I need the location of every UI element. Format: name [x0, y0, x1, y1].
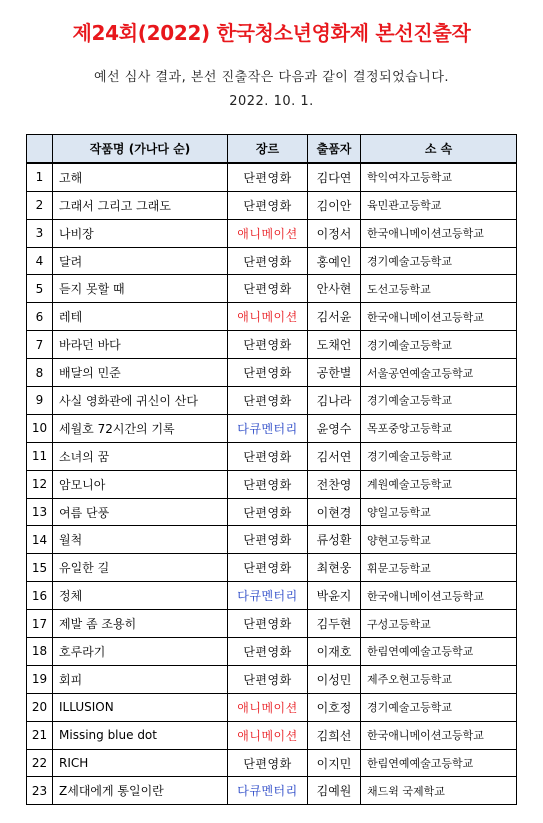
- table-row: [27, 498, 517, 526]
- row-school: 경기예술고등학교: [361, 331, 517, 359]
- row-number: 21: [27, 721, 53, 749]
- table-row: [27, 359, 517, 387]
- table-row: [27, 693, 517, 721]
- row-title: 제발 좀 조용히: [53, 610, 228, 638]
- row-author: 김희선: [308, 721, 361, 749]
- row-genre: 단편영화: [228, 665, 308, 693]
- row-genre: 애니메이션: [228, 721, 308, 749]
- table-row: [27, 554, 517, 582]
- row-number: 19: [27, 665, 53, 693]
- row-genre: 단편영화: [228, 331, 308, 359]
- row-school: 경기예술고등학교: [361, 693, 517, 721]
- row-genre: 단편영화: [228, 275, 308, 303]
- finalists-table: [26, 134, 517, 805]
- row-number: 8: [27, 359, 53, 387]
- row-title: 암모니아: [53, 470, 228, 498]
- row-school: 서울공연예술고등학교: [361, 359, 517, 387]
- row-author: 김서윤: [308, 303, 361, 331]
- row-number: 9: [27, 387, 53, 415]
- row-school: 채드윅 국제학교: [361, 777, 517, 805]
- row-number: 2: [27, 191, 53, 219]
- row-genre: 단편영화: [228, 610, 308, 638]
- row-title: 그래서 그리고 그래도: [53, 191, 228, 219]
- row-number: 20: [27, 693, 53, 721]
- row-title: 나비장: [53, 219, 228, 247]
- table-row: [27, 414, 517, 442]
- row-genre: 단편영화: [228, 498, 308, 526]
- row-author: 이호정: [308, 693, 361, 721]
- table-row: [27, 526, 517, 554]
- row-school: 한림연예예술고등학교: [361, 638, 517, 666]
- row-author: 공한별: [308, 359, 361, 387]
- row-author: 윤영수: [308, 414, 361, 442]
- table-row: [27, 387, 517, 415]
- row-number: 5: [27, 275, 53, 303]
- table-row: [27, 247, 517, 275]
- row-genre: 단편영화: [228, 163, 308, 191]
- table-row: [27, 610, 517, 638]
- table-row: [27, 721, 517, 749]
- row-title: 여름 단풍: [53, 498, 228, 526]
- row-title: 세월호 72시간의 기록: [53, 414, 228, 442]
- row-genre: 단편영화: [228, 442, 308, 470]
- row-title: 고해: [53, 163, 228, 191]
- table-row: [27, 275, 517, 303]
- table-row: [27, 665, 517, 693]
- row-title: 듣지 못할 때: [53, 275, 228, 303]
- table-row: [27, 470, 517, 498]
- table-row: [27, 749, 517, 777]
- row-title: RICH: [53, 749, 228, 777]
- row-author: 김두현: [308, 610, 361, 638]
- row-number: 10: [27, 414, 53, 442]
- row-school: 육민관고등학교: [361, 191, 517, 219]
- row-author: 이재호: [308, 638, 361, 666]
- row-title: 정체: [53, 582, 228, 610]
- row-school: 경기예술고등학교: [361, 442, 517, 470]
- row-school: 도선고등학교: [361, 275, 517, 303]
- row-genre: 애니메이션: [228, 693, 308, 721]
- row-school: 경기예술고등학교: [361, 387, 517, 415]
- table-row: [27, 303, 517, 331]
- table-row: [27, 191, 517, 219]
- row-author: 박윤지: [308, 582, 361, 610]
- table-row: [27, 638, 517, 666]
- row-genre: 다큐멘터리: [228, 777, 308, 805]
- row-author: 최현웅: [308, 554, 361, 582]
- row-author: 홍예인: [308, 247, 361, 275]
- table-row: [27, 163, 517, 191]
- row-number: 1: [27, 163, 53, 191]
- row-number: 23: [27, 777, 53, 805]
- column-header-number: [27, 135, 53, 163]
- row-number: 14: [27, 526, 53, 554]
- row-title: 사실 영화관에 귀신이 산다: [53, 387, 228, 415]
- row-genre: 단편영화: [228, 191, 308, 219]
- row-genre: 애니메이션: [228, 303, 308, 331]
- column-header-genre: 장르: [228, 135, 308, 163]
- row-author: 김다연: [308, 163, 361, 191]
- table-body: [27, 163, 517, 805]
- row-genre: 다큐멘터리: [228, 414, 308, 442]
- row-title: 유일한 길: [53, 554, 228, 582]
- row-school: 목포중앙고등학교: [361, 414, 517, 442]
- row-author: 도채언: [308, 331, 361, 359]
- row-number: 6: [27, 303, 53, 331]
- row-author: 전찬영: [308, 470, 361, 498]
- row-author: 이성민: [308, 665, 361, 693]
- row-genre: 다큐멘터리: [228, 582, 308, 610]
- row-school: 한국애니메이션고등학교: [361, 582, 517, 610]
- announcement-text: 예선 심사 결과, 본선 진출작은 다음과 같이 결정되었습니다.: [93, 70, 450, 85]
- row-school: 양현고등학교: [361, 526, 517, 554]
- row-number: 3: [27, 219, 53, 247]
- row-number: 12: [27, 470, 53, 498]
- row-number: 18: [27, 638, 53, 666]
- table-row: [27, 331, 517, 359]
- row-school: 휘문고등학교: [361, 554, 517, 582]
- row-title: Z세대에게 통일이란: [53, 777, 228, 805]
- row-title: 회피: [53, 665, 228, 693]
- column-header-school: 소 속: [361, 135, 517, 163]
- row-number: 13: [27, 498, 53, 526]
- table-header-row: [27, 135, 517, 163]
- row-author: 안사현: [308, 275, 361, 303]
- row-title: 소녀의 꿈: [53, 442, 228, 470]
- row-author: 김서연: [308, 442, 361, 470]
- row-title: 월척: [53, 526, 228, 554]
- row-title: ILLUSION: [53, 693, 228, 721]
- row-genre: 단편영화: [228, 470, 308, 498]
- row-school: 제주오현고등학교: [361, 665, 517, 693]
- column-header-author: 출품자: [308, 135, 361, 163]
- row-number: 4: [27, 247, 53, 275]
- row-author: 이정서: [308, 219, 361, 247]
- row-number: 7: [27, 331, 53, 359]
- row-author: 이현경: [308, 498, 361, 526]
- row-genre: 애니메이션: [228, 219, 308, 247]
- row-author: 김나라: [308, 387, 361, 415]
- row-genre: 단편영화: [228, 247, 308, 275]
- row-number: 11: [27, 442, 53, 470]
- row-school: 계원예술고등학교: [361, 470, 517, 498]
- row-number: 22: [27, 749, 53, 777]
- row-number: 15: [27, 554, 53, 582]
- table-row: [27, 219, 517, 247]
- row-title: Missing blue dot: [53, 721, 228, 749]
- page-title: 제24회(2022) 한국청소년영화제 본선진출작: [72, 21, 471, 45]
- row-genre: 단편영화: [228, 638, 308, 666]
- table-row: [27, 442, 517, 470]
- row-author: 김예원: [308, 777, 361, 805]
- row-school: 한국애니메이션고등학교: [361, 303, 517, 331]
- row-school: 한국애니메이션고등학교: [361, 219, 517, 247]
- row-title: 달려: [53, 247, 228, 275]
- row-school: 경기예술고등학교: [361, 247, 517, 275]
- announcement-date: 2022. 10. 1.: [229, 94, 314, 109]
- table-row: [27, 777, 517, 805]
- row-school: 양일고등학교: [361, 498, 517, 526]
- row-author: 이지민: [308, 749, 361, 777]
- row-author: 류성환: [308, 526, 361, 554]
- row-genre: 단편영화: [228, 526, 308, 554]
- row-genre: 단편영화: [228, 387, 308, 415]
- row-title: 호루라기: [53, 638, 228, 666]
- row-number: 16: [27, 582, 53, 610]
- row-school: 한국애니메이션고등학교: [361, 721, 517, 749]
- row-school: 학익여자고등학교: [361, 163, 517, 191]
- row-title: 레테: [53, 303, 228, 331]
- row-title: 배달의 민준: [53, 359, 228, 387]
- table-row: [27, 582, 517, 610]
- row-number: 17: [27, 610, 53, 638]
- row-author: 김이안: [308, 191, 361, 219]
- row-school: 구성고등학교: [361, 610, 517, 638]
- row-genre: 단편영화: [228, 554, 308, 582]
- row-genre: 단편영화: [228, 749, 308, 777]
- row-genre: 단편영화: [228, 359, 308, 387]
- column-header-title: 작품명 (가나다 순): [53, 135, 228, 163]
- row-title: 바라던 바다: [53, 331, 228, 359]
- row-school: 한림연예예술고등학교: [361, 749, 517, 777]
